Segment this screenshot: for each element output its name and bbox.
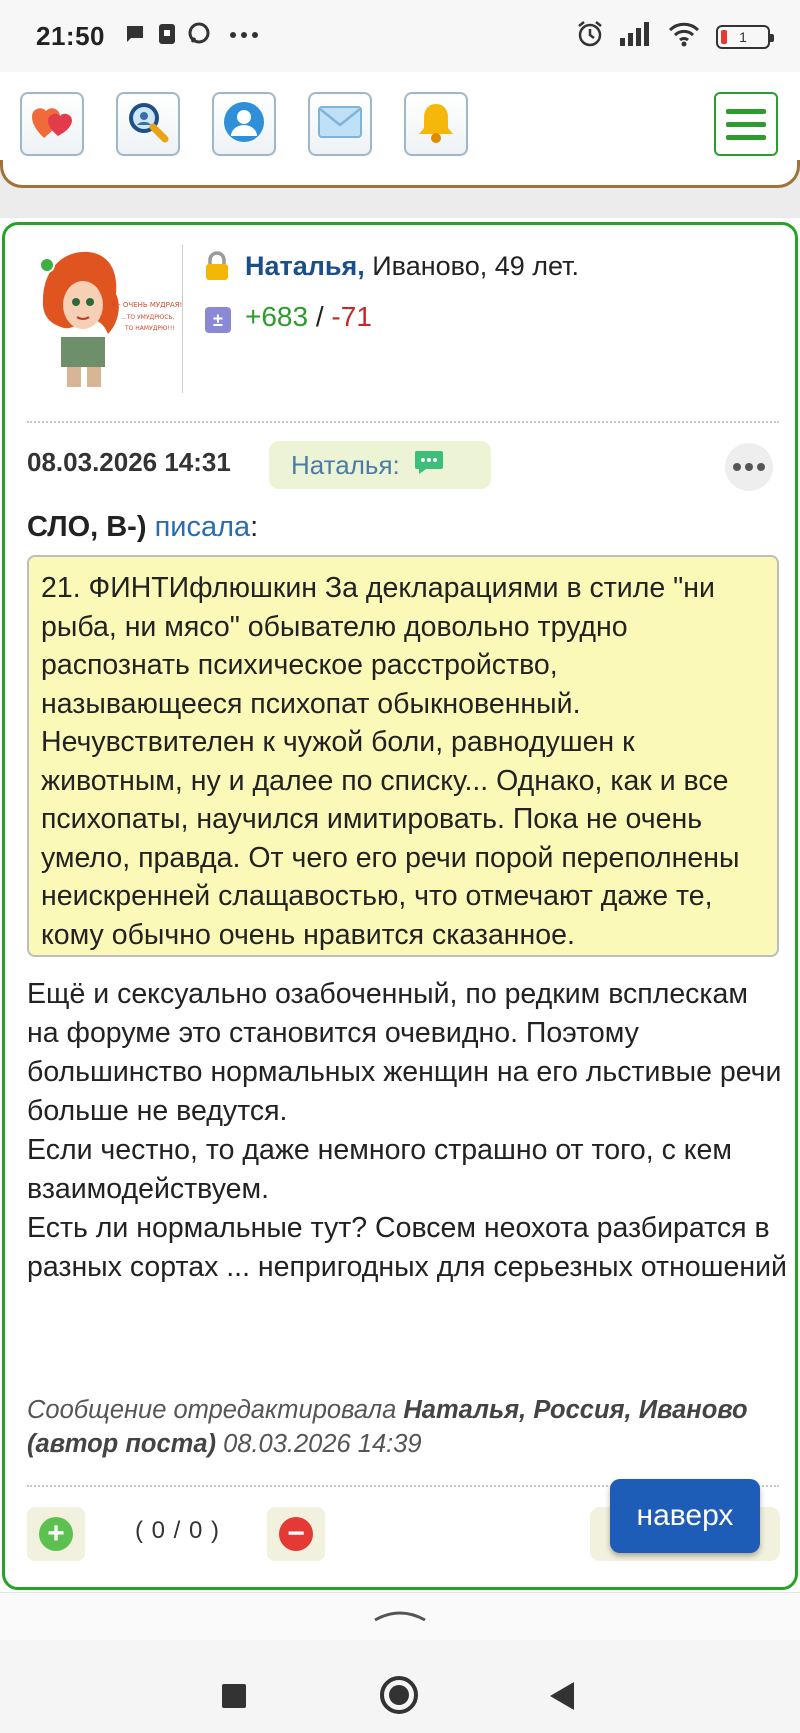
rating-positive: +683 [245, 301, 309, 332]
reply-to-author-button[interactable] [269, 441, 491, 489]
edit-note-date: 08.03.2026 14:39 [216, 1430, 422, 1458]
sim-card-icon [157, 22, 177, 51]
more-dots-icon [733, 463, 741, 471]
svg-text:...ТО УМУДРЮСЬ,: ...ТО УМУДРЮСЬ, [121, 314, 175, 321]
rating-icon: ± [205, 307, 231, 333]
menu-icon [726, 109, 766, 114]
vote-count: ( 0 / 0 ) [135, 1517, 221, 1544]
author-line [245, 251, 579, 282]
hearts-button[interactable] [20, 92, 84, 156]
system-navigation-bar [0, 1640, 800, 1733]
quote-header [27, 511, 258, 544]
status-bar [0, 0, 800, 72]
svg-text:Я - ОЧЕНЬ МУДРАЯ!: Я - ОЧЕНЬ МУДРАЯ! [111, 301, 183, 309]
chat-icon [414, 449, 444, 482]
mail-button[interactable] [308, 92, 372, 156]
wifi-icon [668, 21, 700, 52]
post-card [2, 222, 798, 1590]
quote-text: 21. ФИНТИфлюшкин За декларациями в стиле "ни рыба, ни мясо" обывателю довольно трудно распознать психическое расстройство, называющееся психопат обыкновенный. Нечувствителен к чужой боли, равнодушен к животным, ну и далее по списку... Однако, как и все психопаты, научился имитировать. Пока не очень умело, правда. От чего его речи порой переполнены неискренней слащавостью, что отмечают даже те, кому обычно очень нравится сказанное. [41, 572, 740, 951]
quote-wrote-link[interactable]: писала [154, 511, 251, 543]
menu-button[interactable] [714, 92, 778, 156]
notifications-button[interactable] [404, 92, 468, 156]
minus-icon: − [279, 1517, 313, 1551]
edit-note-prefix: Сообщение отредактировала [27, 1396, 404, 1424]
search-icon [126, 100, 170, 149]
back-icon[interactable] [550, 1682, 574, 1710]
quote-block [27, 555, 779, 957]
post-body: Ещё и сексуально озабоченный, по редким всплескам на форуме это становится очевидно. Поэтому большинство нормальных женщин на его льстивые речи больше не ведутся. Если честно, то даже немного страшно от того, с кем взаимодействуем. Есть ли нормальные тут? Совсем неохота разбиратся в разных сортах ... непригодных для серьезных отношений [27, 978, 787, 1283]
previous-post-edge [0, 160, 800, 218]
messenger-icon [187, 22, 211, 51]
rating-separator: / [308, 301, 332, 332]
status-time: 21:50 [36, 20, 105, 51]
search-button[interactable] [116, 92, 180, 156]
bell-icon [416, 100, 456, 149]
avatar[interactable] [33, 245, 183, 393]
browser-toolbar-handle[interactable] [0, 1592, 800, 1640]
edit-note-author: Наталья, Россия, Иваново (автор поста) [27, 1396, 748, 1458]
mail-icon [317, 105, 363, 144]
scroll-to-top-button[interactable]: наверх [610, 1479, 760, 1553]
vote-up-button[interactable] [27, 1507, 85, 1561]
more-options-button[interactable] [725, 443, 773, 491]
vote-down-button[interactable] [267, 1507, 325, 1561]
home-icon[interactable] [380, 1676, 418, 1714]
profile-icon [222, 100, 266, 149]
quote-author: СЛО, В-) [27, 511, 147, 543]
battery-icon [716, 25, 770, 49]
quote-colon: : [250, 511, 259, 543]
chat-bubble-icon [123, 22, 147, 51]
alarm-icon [576, 20, 604, 53]
rating-negative: -71 [331, 301, 372, 332]
plus-icon: + [39, 1517, 73, 1551]
signal-icon [620, 22, 652, 51]
header-divider [27, 421, 779, 423]
author-rating [245, 301, 372, 333]
edit-note [27, 1393, 767, 1461]
profile-button[interactable] [212, 92, 276, 156]
svg-text:ТО НАМУДРЮ!!!: ТО НАМУДРЮ!!! [125, 325, 175, 332]
lock-icon [205, 251, 229, 281]
hearts-icon [30, 102, 74, 147]
more-dots-icon [229, 27, 259, 45]
battery-level: 1 [739, 28, 747, 45]
chevron-up-icon [373, 1604, 427, 1629]
author-location: Иваново, 49 лет. [364, 251, 579, 281]
recents-icon[interactable] [222, 1684, 246, 1708]
author-name[interactable]: Наталья, [245, 251, 365, 281]
reply-to-label: Наталья: [291, 449, 400, 480]
post-date: 08.03.2026 14:31 [27, 447, 231, 477]
online-status-indicator [39, 257, 55, 273]
